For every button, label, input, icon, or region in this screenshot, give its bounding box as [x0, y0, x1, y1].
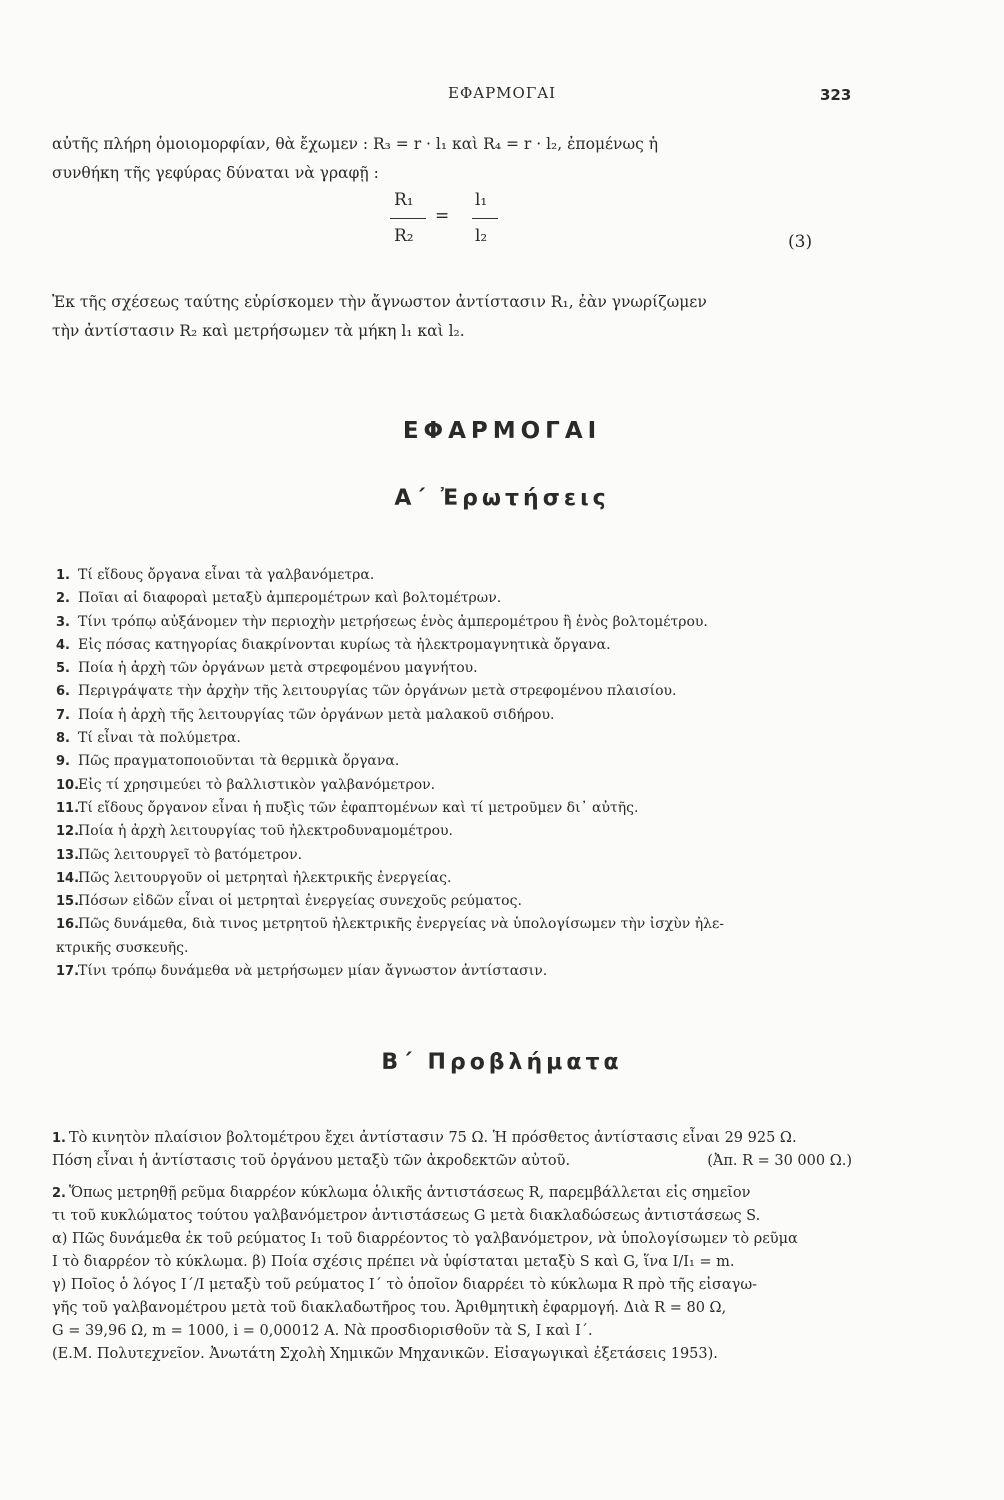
list-item-continuation: κτρικῆς συσκευῆς.	[56, 939, 189, 956]
list-item: 8. Τί εἶναι τὰ πολύμετρα.	[56, 730, 241, 747]
questions-list	[56, 564, 856, 983]
bridge-formula	[380, 188, 680, 268]
problem-2-line: I τὸ διαρρέον τὸ κύκλωμα. β) Ποία σχέσις πρέπει νὰ ὑφίσταται μεταξὺ S καὶ G, ἵνα I/I₁ = m.	[52, 1254, 735, 1270]
formula-rhs-numerator: l₁	[475, 190, 488, 210]
formula-lhs-denominator: R₂	[394, 226, 414, 246]
problem-2	[52, 1182, 852, 1366]
problem-1-line-2: Πόση εἶναι ἡ ἀντίστασις τοῦ ὀργάνου μεταξὺ τῶν ἀκροδεκτῶν αὐτοῦ. (Ἀπ. R = 30 000 Ω.)	[52, 1150, 852, 1173]
running-header: ΕΦΑΡΜΟΓΑΙ	[448, 84, 556, 102]
list-item: 2. Ποῖαι αἱ διαφοραὶ μεταξὺ ἀμπερομέτρων καὶ βολτομέτρων.	[56, 590, 502, 607]
problem-1	[52, 1127, 852, 1173]
list-item: 1. Τί εἴδους ὄργανα εἶναι τὰ γαλβανόμετρα.	[56, 567, 375, 583]
formula-lhs-bar	[390, 218, 426, 219]
section-heading-main: ΕΦΑΡΜΟΓΑΙ	[402, 418, 602, 444]
list-item: 16. Πῶς δυνάμεθα, διὰ τινος μετρητοῦ ἠλεκτρικῆς ἐνεργείας νὰ ὑπολογίσωμεν τὴν ἰσχὺν ἠλε-	[56, 916, 724, 933]
list-item: 12. Ποία ἡ ἀρχὴ λειτουργίας τοῦ ἠλεκτροδυναμομέτρου.	[56, 823, 453, 840]
formula-rhs-denominator: l₂	[475, 226, 488, 246]
problem-2-line: τι τοῦ κυκλώματος τούτου γαλβανόμετρον ἀντιστάσεως G μετὰ διακλαδώσεως ἀντιστάσεως S.	[52, 1208, 761, 1224]
section-heading-questions: Α΄ Ἐρωτήσεις	[394, 486, 610, 511]
problem-2-line: α) Πῶς δυνάμεθα ἐκ τοῦ ρεύματος I₁ τοῦ διαρρέοντος τὸ γαλβανόμετρον, νὰ ὑπολογίσωμεν τὸ ρεῦμα	[52, 1231, 798, 1247]
after-formula-paragraph	[52, 288, 852, 346]
list-item: 14. Πῶς λειτουργοῦν οἱ μετρηταὶ ἠλεκτρικῆς ἐνεργείας.	[56, 869, 452, 886]
problem-2-line: 2. Ὅπως μετρηθῇ ρεῦμα διαρρέον κύκλωμα ὁλικῆς ἀντιστάσεως R, παρεμβάλλεται εἰς σημεῖον	[52, 1185, 751, 1201]
intro-line-1: αὐτῆς πλήρη ὁμοιομορφίαν, θὰ ἔχωμεν : R₃ = r · l₁ καὶ R₄ = r · l₂, ἐπομένως ἡ	[52, 135, 659, 153]
problem-1-answer: (Ἀπ. R = 30 000 Ω.)	[707, 1153, 852, 1169]
problem-2-line: γῆς τοῦ γαλβανομέτρου μετὰ τοῦ διακλαδωτῆρος του. Ἀριθμητικὴ ἐφαρμογή. Διὰ R = 80 Ω,	[52, 1300, 727, 1316]
after-formula-line-1: Ἐκ τῆς σχέσεως ταύτης εὑρίσκομεν τὴν ἄγνωστον ἀντίστασιν R₁, ἐὰν γνωρίζωμεν	[52, 293, 707, 311]
problem-2-line: (Ε.Μ. Πολυτεχνεῖον. Ἀνωτάτη Σχολὴ Χημικῶν Μηχανικῶν. Εἰσαγωγικαὶ ἐξετάσεις 1953).	[52, 1346, 718, 1362]
list-item: 3. Τίνι τρόπῳ αὐξάνομεν τὴν περιοχὴν μετρήσεως ἑνὸς ἀμπερομέτρου ἢ ἑνὸς βολτομέτρου.	[56, 613, 708, 630]
list-item: 17. Τίνι τρόπῳ δυνάμεθα νὰ μετρήσωμεν μίαν ἄγνωστον ἀντίστασιν.	[56, 963, 548, 980]
list-item: 7. Ποία ἡ ἀρχὴ τῆς λειτουργίας τῶν ὀργάνων μετὰ μαλακοῦ σιδήρου.	[56, 706, 555, 723]
formula-equals: =	[435, 206, 450, 226]
after-formula-line-2: τὴν ἀντίστασιν R₂ καὶ μετρήσωμεν τὰ μήκη l₁ καὶ l₂.	[52, 322, 465, 340]
page-number: 323	[820, 86, 852, 104]
list-item: 13. Πῶς λειτουργεῖ τὸ βατόμετρον.	[56, 846, 303, 863]
list-item: 15. Πόσων εἰδῶν εἶναι οἱ μετρηταὶ ἐνεργείας συνεχοῦς ρεύματος.	[56, 893, 522, 910]
formula-lhs-numerator: R₁	[394, 190, 414, 210]
problem-2-line: γ) Ποῖος ὁ λόγος I΄/I μεταξὺ τοῦ ρεύματος I΄ τὸ ὁποῖον διαρρέει τὸ κύκλωμα R πρὸ τῆς εἰσαγω-	[52, 1277, 758, 1293]
problem-2-line: G = 39,96 Ω, m = 1000, i = 0,00012 A. Νὰ προσδιορισθοῦν τὰ S, I καὶ I΄.	[52, 1323, 593, 1339]
list-item: 4. Εἰς πόσας κατηγορίας διακρίνονται κυρίως τὰ ἠλεκτρομαγνητικὰ ὄργανα.	[56, 636, 611, 653]
list-item: 5. Ποία ἡ ἀρχὴ τῶν ὀργάνων μετὰ στρεφομένου μαγνήτου.	[56, 660, 478, 677]
section-heading-problems: Β΄ Προβλήματα	[381, 1050, 623, 1075]
formula-rhs-bar	[472, 218, 498, 219]
intro-paragraph	[52, 130, 852, 188]
list-item: 10. Εἰς τί χρησιμεύει τὸ βαλλιστικὸν γαλβανόμετρον.	[56, 776, 436, 793]
list-item: 9. Πῶς πραγματοποιοῦνται τὰ θερμικὰ ὄργανα.	[56, 753, 400, 770]
list-item: 11. Τί εἴδους ὄργανον εἶναι ἡ πυξὶς τῶν ἐφαπτομένων καὶ τί μετροῦμεν δι᾽ αὐτῆς.	[56, 799, 639, 816]
list-item: 6. Περιγράψατε τὴν ἀρχὴν τῆς λειτουργίας τῶν ὀργάνων μετὰ στρεφομένου πλαισίου.	[56, 683, 677, 700]
equation-number: (3)	[788, 232, 813, 252]
intro-line-2: συνθήκη τῆς γεφύρας δύναται νὰ γραφῇ :	[52, 164, 379, 182]
problem-1-line-1: 1. Τὸ κινητὸν πλαίσιον βολτομέτρου ἔχει ἀντίστασιν 75 Ω. Ἡ πρόσθετος ἀντίστασις εἶναι 29 925 Ω.	[52, 1130, 797, 1146]
